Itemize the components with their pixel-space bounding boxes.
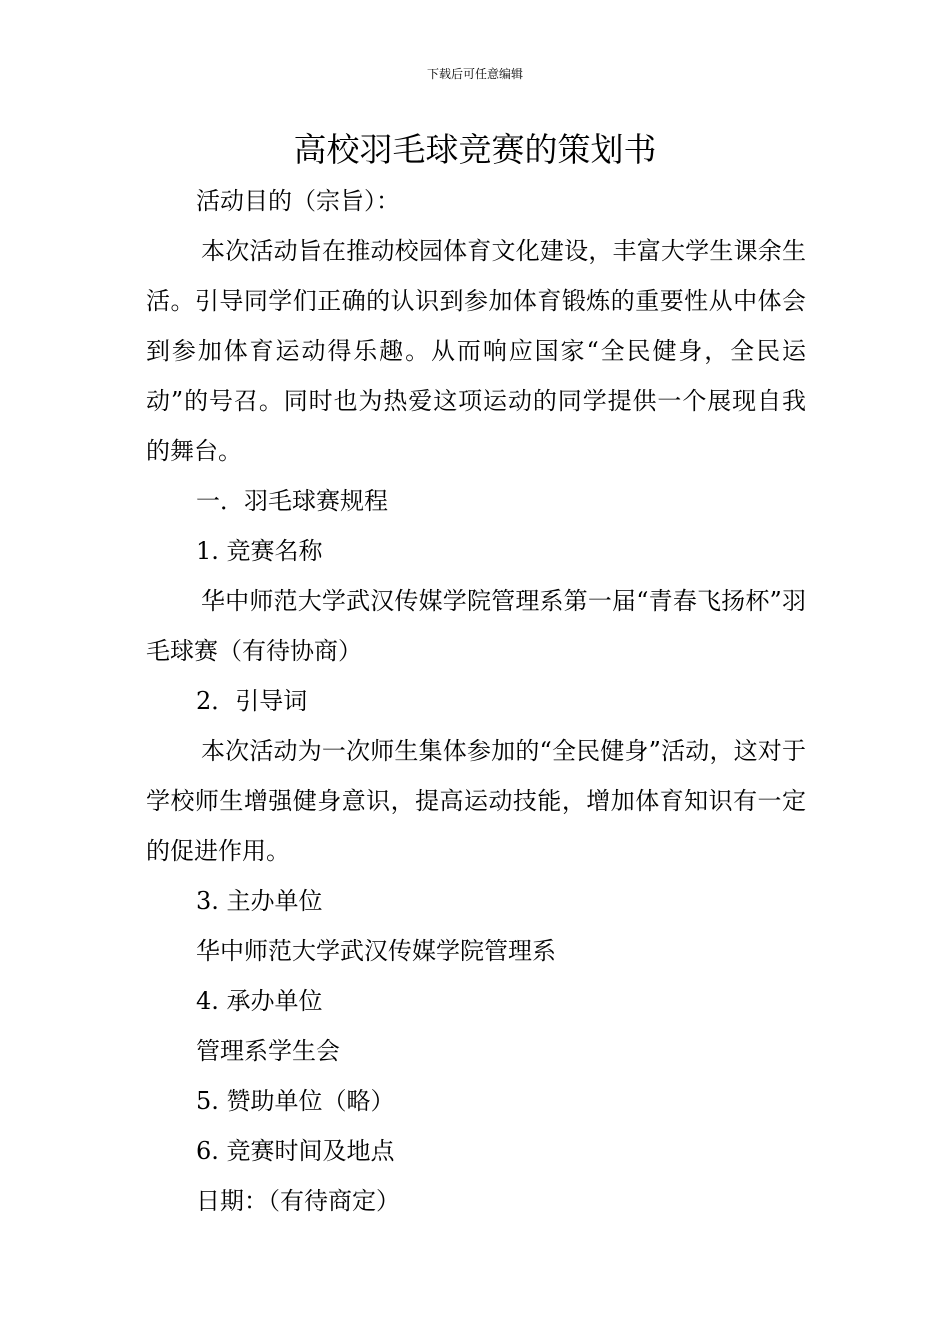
- purpose-heading: 活动目的（宗旨）：: [196, 187, 400, 215]
- item-1-paragraph: 华中师范大学武汉传媒学院管理系第一届“青春飞扬杯”羽毛球赛（有待协商）: [146, 587, 806, 665]
- item-3-heading: 3. 主办单位: [196, 887, 323, 915]
- item-3-paragraph: 华中师范大学武汉传媒学院管理系: [196, 937, 556, 965]
- document-title: 高校羽毛球竞赛的策划书: [293, 130, 657, 169]
- header-note: 下载后可任意编辑: [426, 67, 523, 81]
- item-6-heading: 6. 竞赛时间及地点: [196, 1137, 395, 1165]
- document-body: [146, 176, 806, 1226]
- date-line: 日期：（有待商定）: [196, 1187, 400, 1215]
- item-4-paragraph: 管理系学生会: [196, 1037, 340, 1065]
- item-5-heading: 5. 赞助单位（略）: [196, 1087, 395, 1115]
- item-1-heading: 1. 竞赛名称: [196, 537, 323, 565]
- purpose-paragraph: 本次活动旨在推动校园体育文化建设，丰富大学生课余生活。引导同学们正确的认识到参加体育锻炼的重要性从中体会到参加体育运动得乐趣。从而响应国家“全民健身，全民运动”的号召。同时也为热爱这项运动的同学提供一个展现自我的舞台。: [146, 237, 806, 465]
- item-2-paragraph: 本次活动为一次师生集体参加的“全民健身”活动，这对于学校师生增强健身意识，提高运动技能，增加体育知识有一定的促进作用。: [146, 737, 806, 865]
- section-1-heading: 一．羽毛球赛规程: [196, 487, 388, 515]
- item-2-heading: 2．引导词: [196, 687, 308, 715]
- item-4-heading: 4. 承办单位: [196, 987, 323, 1015]
